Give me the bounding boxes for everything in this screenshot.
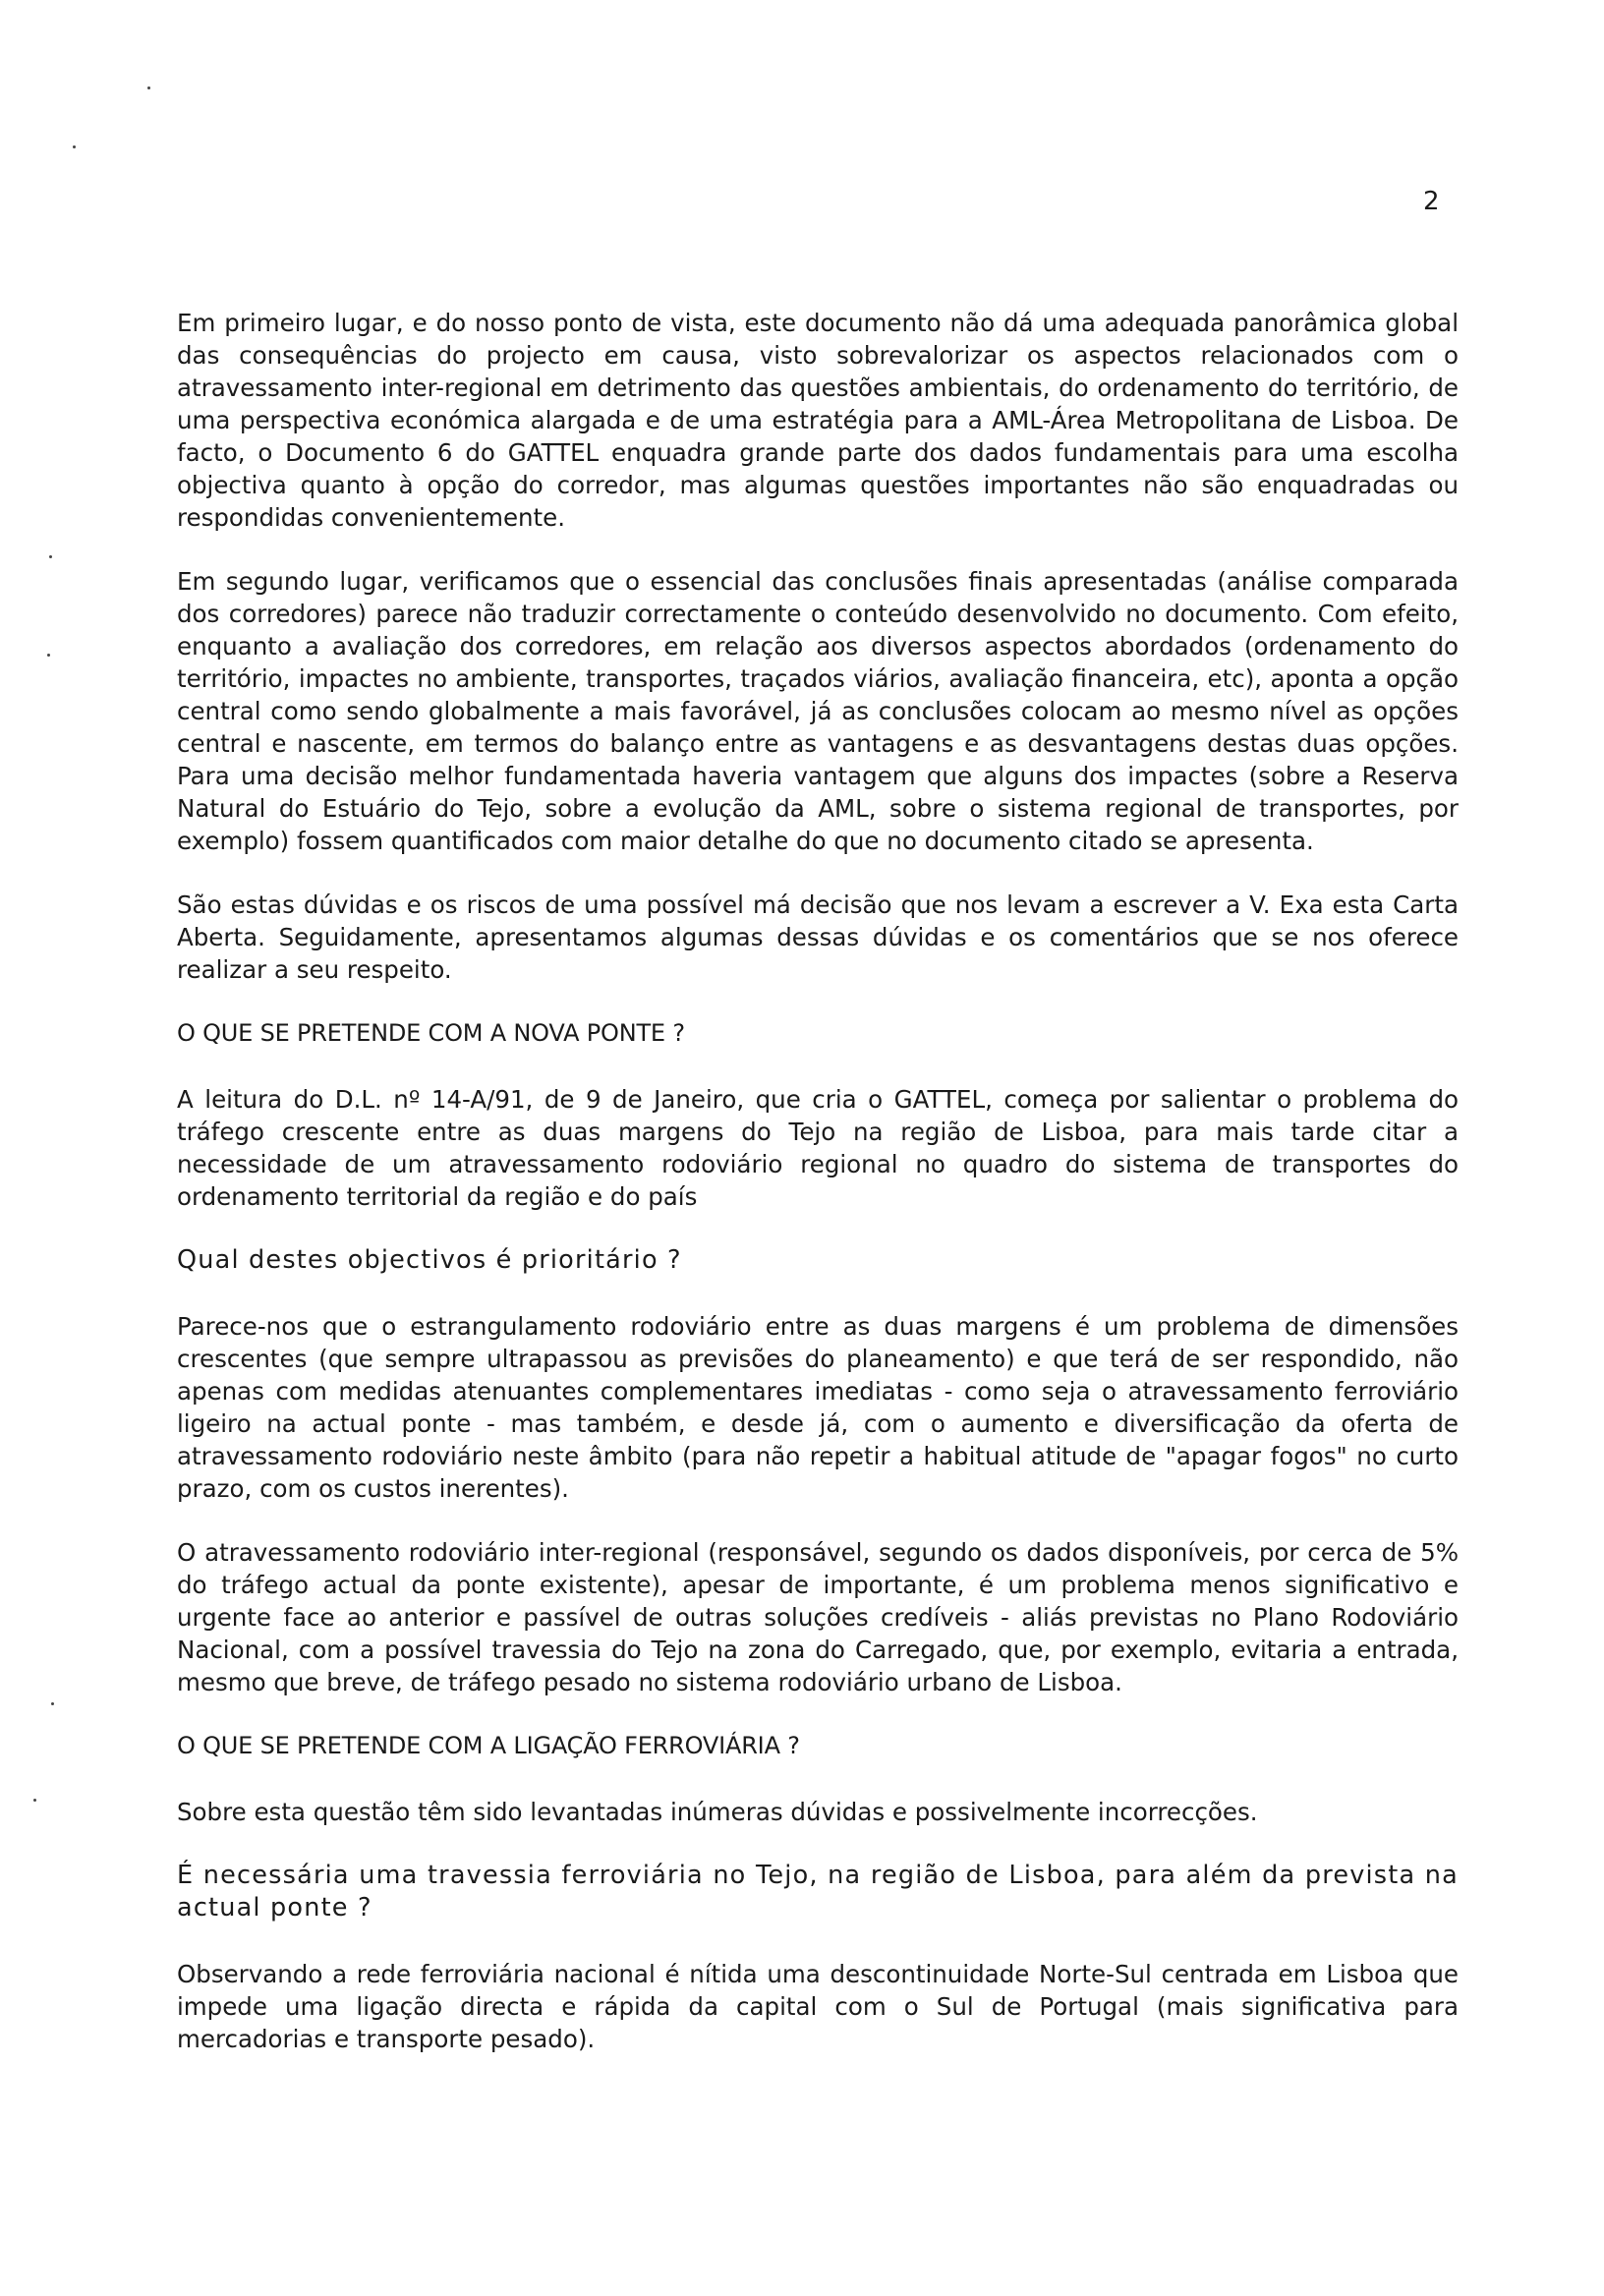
question-travessia-ferroviaria: É necessária uma travessia ferroviária no Tejo, na região de Lisboa, para além da prevista na actual ponte ? — [177, 1861, 1459, 1923]
paragraph-3: São estas dúvidas e os riscos de uma possível má decisão que nos levam a escrever a V. Exa esta Carta Aberta. Seguidamente, apresentamos algumas dessas dúvidas e os comentários que se nos oferece realizar a seu respeito. — [177, 890, 1459, 984]
scan-speck — [51, 1702, 54, 1705]
page-number: 2 — [1423, 187, 1440, 216]
scan-speck — [147, 86, 150, 89]
paragraph-7: Sobre esta questão têm sido levantadas inúmeras dúvidas e possivelmente incorrecções. — [177, 1798, 1258, 1826]
scan-speck — [49, 555, 52, 558]
question-objectivos: Qual destes objectivos é prioritário ? — [177, 1245, 682, 1275]
scan-speck — [73, 145, 76, 148]
document-body — [177, 307, 1459, 2087]
paragraph-6: O atravessamento rodoviário inter-regional (responsável, segundo os dados disponíveis, por cerca de 5% do tráfego actual da ponte existente), apesar de importante, é um problema menos significativo e urgente face ao anterior e passível de outras soluções credíveis - aliás previstas no Plano Rodoviário Nacional, com a possível travessia do Tejo na zona do Carregado, que, por exemplo, evitaria a entrada, mesmo que breve, de tráfego pesado no sistema rodoviário urbano de Lisboa. — [177, 1538, 1459, 1696]
section-heading-ligacao-ferroviaria: O QUE SE PRETENDE COM A LIGAÇÃO FERROVIÁRIA ? — [177, 1732, 800, 1759]
scan-speck — [33, 1799, 36, 1802]
paragraph-5: Parece-nos que o estrangulamento rodoviário entre as duas margens é um problema de dimensões crescentes (que sempre ultrapassou as previsões do planeamento) e que terá de ser respondido, não apenas com medidas atenuantes complementares imediatas - como seja o atravessamento ferroviário ligeiro na actual ponte - mas também, e desde já, com o aumento e diversificação da oferta de atravessamento rodoviário neste âmbito (para não repetir a habitual atitude de "apagar fogos" no curto prazo, com os custos inerentes). — [177, 1312, 1459, 1503]
paragraph-1: Em primeiro lugar, e do nosso ponto de vista, este documento não dá uma adequada panorâmica global das consequências do projecto em causa, visto sobrevalorizar os aspectos relacionados com o atravessamento inter-regional em detrimento das questões ambientais, do ordenamento do território, de uma perspectiva económica alargada e de uma estratégia para a AML-Área Metropolitana de Lisboa. De facto, o Documento 6 do GATTEL enquadra grande parte dos dados fundamentais para uma escolha objectiva quanto à opção do corredor, mas algumas questões importantes não são enquadradas ou respondidas convenientemente. — [177, 309, 1459, 532]
scan-speck — [47, 654, 50, 657]
paragraph-4: A leitura do D.L. nº 14-A/91, de 9 de Janeiro, que cria o GATTEL, começa por salientar o problema do tráfego crescente entre as duas margens do Tejo na região de Lisboa, para mais tarde citar a necessidade de um atravessamento rodoviário regional no quadro do sistema de transportes do ordenamento territorial da região e do país — [177, 1085, 1459, 1211]
paragraph-8: Observando a rede ferroviária nacional é nítida uma descontinuidade Norte-Sul centrada em Lisboa que impede uma ligação directa e rápida da capital com o Sul de Portugal (mais significativa para mercadorias e transporte pesado). — [177, 1960, 1459, 2053]
section-heading-nova-ponte: O QUE SE PRETENDE COM A NOVA PONTE ? — [177, 1019, 685, 1047]
paragraph-2: Em segundo lugar, verificamos que o essencial das conclusões finais apresentadas (análise comparada dos corredores) parece não traduzir correctamente o conteúdo desenvolvido no documento. Com efeito, enquanto a avaliação dos corredores, em relação aos diversos aspectos abordados (ordenamento do território, impactes no ambiente, transportes, traçados viários, avaliação financeira, etc), aponta a opção central como sendo globalmente a mais favorável, já as conclusões colocam ao mesmo nível as opções central e nascente, em termos do balanço entre as vantagens e as desvantagens destas duas opções. Para uma decisão melhor fundamentada haveria vantagem que alguns dos impactes (sobre a Reserva Natural do Estuário do Tejo, sobre a evolução da AML, sobre o sistema regional de transportes, por exemplo) fossem quantificados com maior detalhe do que no documento citado se apresenta. — [177, 567, 1459, 855]
